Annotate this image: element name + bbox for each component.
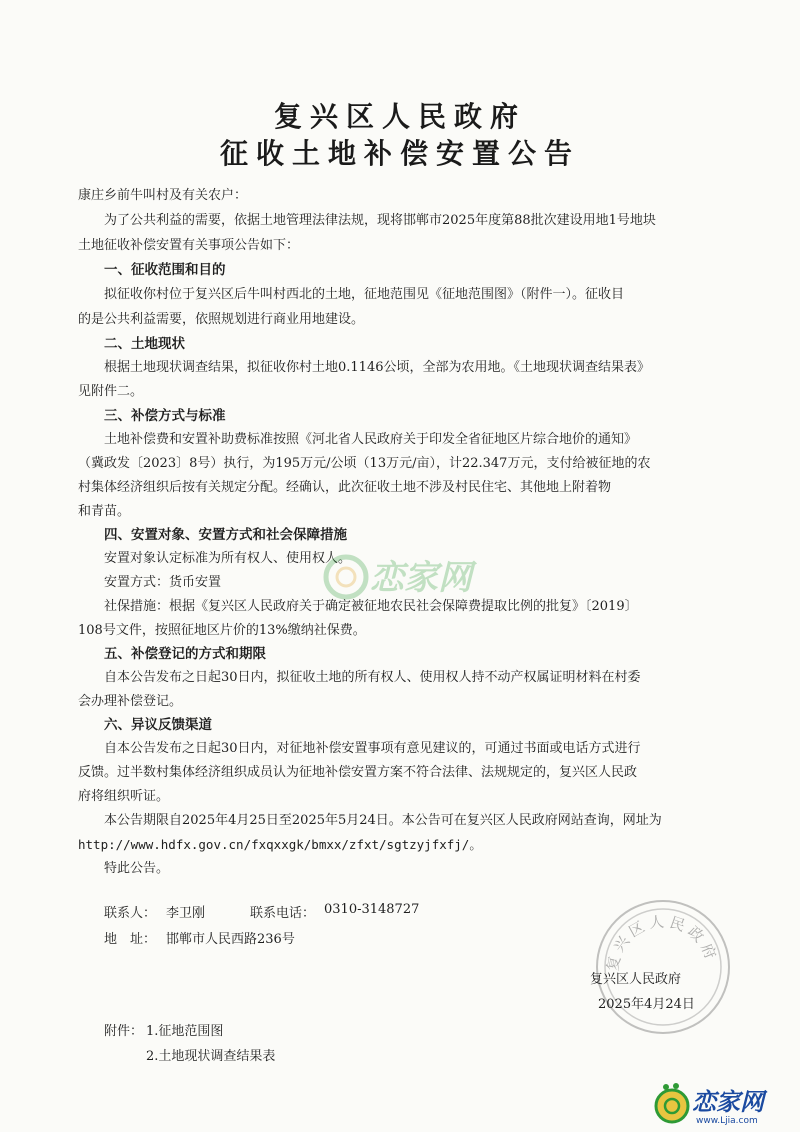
section-1-line: 拟征收你村位于复兴区后牛叫村西北的土地，征地范围见《征地范围图》（附件一）。征收目 bbox=[104, 287, 625, 302]
attachment-item: 2.土地现状调查结果表 bbox=[146, 1049, 276, 1064]
official-seal-icon bbox=[596, 900, 730, 1034]
watermark bbox=[318, 545, 488, 605]
seal-text: 复兴区人民政府 bbox=[603, 912, 722, 973]
section-1-line: 的是公共利益需要，依照规划进行商业用地建设。 bbox=[78, 312, 365, 327]
section-heading-1: 一、征收范围和目的 bbox=[104, 262, 226, 278]
section-heading-4: 四、安置对象、安置方式和社会保障措施 bbox=[104, 527, 347, 543]
section-6-line: 自本公告发布之日起30日内，对征地补偿安置事项有意见建议的，可通过书面或电话方式进行 bbox=[104, 741, 641, 756]
section-4-line: 安置方式：货币安置 bbox=[104, 575, 222, 590]
title-line-1: 复兴区人民政府 bbox=[273, 100, 526, 133]
svg-text:复兴区人民政府 bbox=[603, 912, 721, 972]
address: 邯郸市人民西路236号 bbox=[166, 932, 295, 947]
section-2-line: 根据土地现状调查结果，拟征收你村土地0.1146公顷，全部为农用地。《土地现状调查结果表》 bbox=[104, 360, 650, 375]
section-3-line: 土地补偿费和安置补助费标准按照《河北省人民政府关于印发全省征地区片综合地价的通知》 bbox=[104, 432, 638, 447]
contact-person-label: 联系人： bbox=[104, 906, 157, 921]
section-6-line: 反馈。过半数村集体经济组织成员认为征地补偿安置方案不符合法律、法规规定的，复兴区人民政 bbox=[78, 765, 638, 780]
section-2-line: 见附件二。 bbox=[78, 384, 144, 399]
section-3-line: 村集体经济组织后按有关规定分配。经确认，此次征收土地不涉及村民住宅、其他地上附着物 bbox=[78, 480, 612, 495]
watermark-text: 恋家网 bbox=[370, 558, 472, 598]
section-5-line: 自本公告发布之日起30日内，拟征收土地的所有权人、使用权人持不动产权属证明材料在村委 bbox=[104, 670, 641, 685]
address-label: 地 址： bbox=[104, 932, 157, 947]
section-6-line: 府将组织听证。 bbox=[78, 789, 170, 804]
section-heading-5: 五、补偿登记的方式和期限 bbox=[104, 646, 266, 662]
intro-line: 土地征收补偿安置有关事项公告如下： bbox=[78, 238, 300, 253]
section-heading-6: 六、异议反馈渠道 bbox=[104, 717, 212, 733]
section-4-line: 108号文件，按照征地区片价的13%缴纳社保费。 bbox=[78, 623, 366, 638]
attachment-item: 1.征地范围图 bbox=[146, 1024, 224, 1039]
contact-phone-label: 联系电话： bbox=[250, 906, 316, 921]
site-logo[interactable] bbox=[652, 1080, 787, 1126]
section-4-line: 社保措施：根据《复兴区人民政府关于确定被征地农民社会保障费提取比例的批复》〔2019〕 bbox=[104, 599, 638, 614]
logo-url: www.Ljia.com bbox=[696, 1116, 758, 1126]
title-line-2: 征收土地补偿安置公告 bbox=[219, 137, 580, 170]
section-3-line: 和青苗。 bbox=[78, 504, 131, 519]
website-url[interactable]: http://www.hdfx.gov.cn/fxqxxgk/bmxx/zfxt/sgtzyjfxfj/。 bbox=[78, 837, 482, 852]
seal-arc-icon bbox=[598, 902, 728, 1032]
section-3-line: （冀政发〔2023〕8号）执行，为195万元/公顷（13万元/亩），计22.347万元，支付给被征地的农 bbox=[78, 456, 651, 471]
section-heading-3: 三、补偿方式与标准 bbox=[104, 408, 226, 424]
intro-line: 为了公共利益的需要，依据土地管理法律法规，现将邯郸市2025年度第88批次建设用地1号地块 bbox=[104, 213, 656, 228]
closing-line: 特此公告。 bbox=[104, 861, 170, 876]
snail-logo-icon bbox=[652, 1080, 787, 1126]
addressee: 康庄乡前牛叫村及有关农户： bbox=[78, 188, 248, 203]
signature-org: 复兴区人民政府 bbox=[590, 972, 682, 987]
contact-person: 李卫刚 bbox=[166, 906, 206, 921]
watermark-logo-icon bbox=[318, 545, 488, 605]
signature-date: 2025年4月24日 bbox=[598, 997, 695, 1012]
section-6-line: 本公告期限自2025年4月25日至2025年5月24日。本公告可在复兴区人民政府网站查询，网址为 bbox=[104, 813, 662, 828]
attachments-label: 附件： bbox=[104, 1024, 144, 1039]
section-4-line: 安置对象认定标准为所有权人、使用权人。 bbox=[104, 551, 352, 566]
section-heading-2: 二、土地现状 bbox=[104, 336, 185, 352]
section-5-line: 会办理补偿登记。 bbox=[78, 694, 183, 709]
logo-name: 恋家网 bbox=[692, 1088, 764, 1116]
contact-phone: 0310-3148727 bbox=[324, 902, 420, 917]
